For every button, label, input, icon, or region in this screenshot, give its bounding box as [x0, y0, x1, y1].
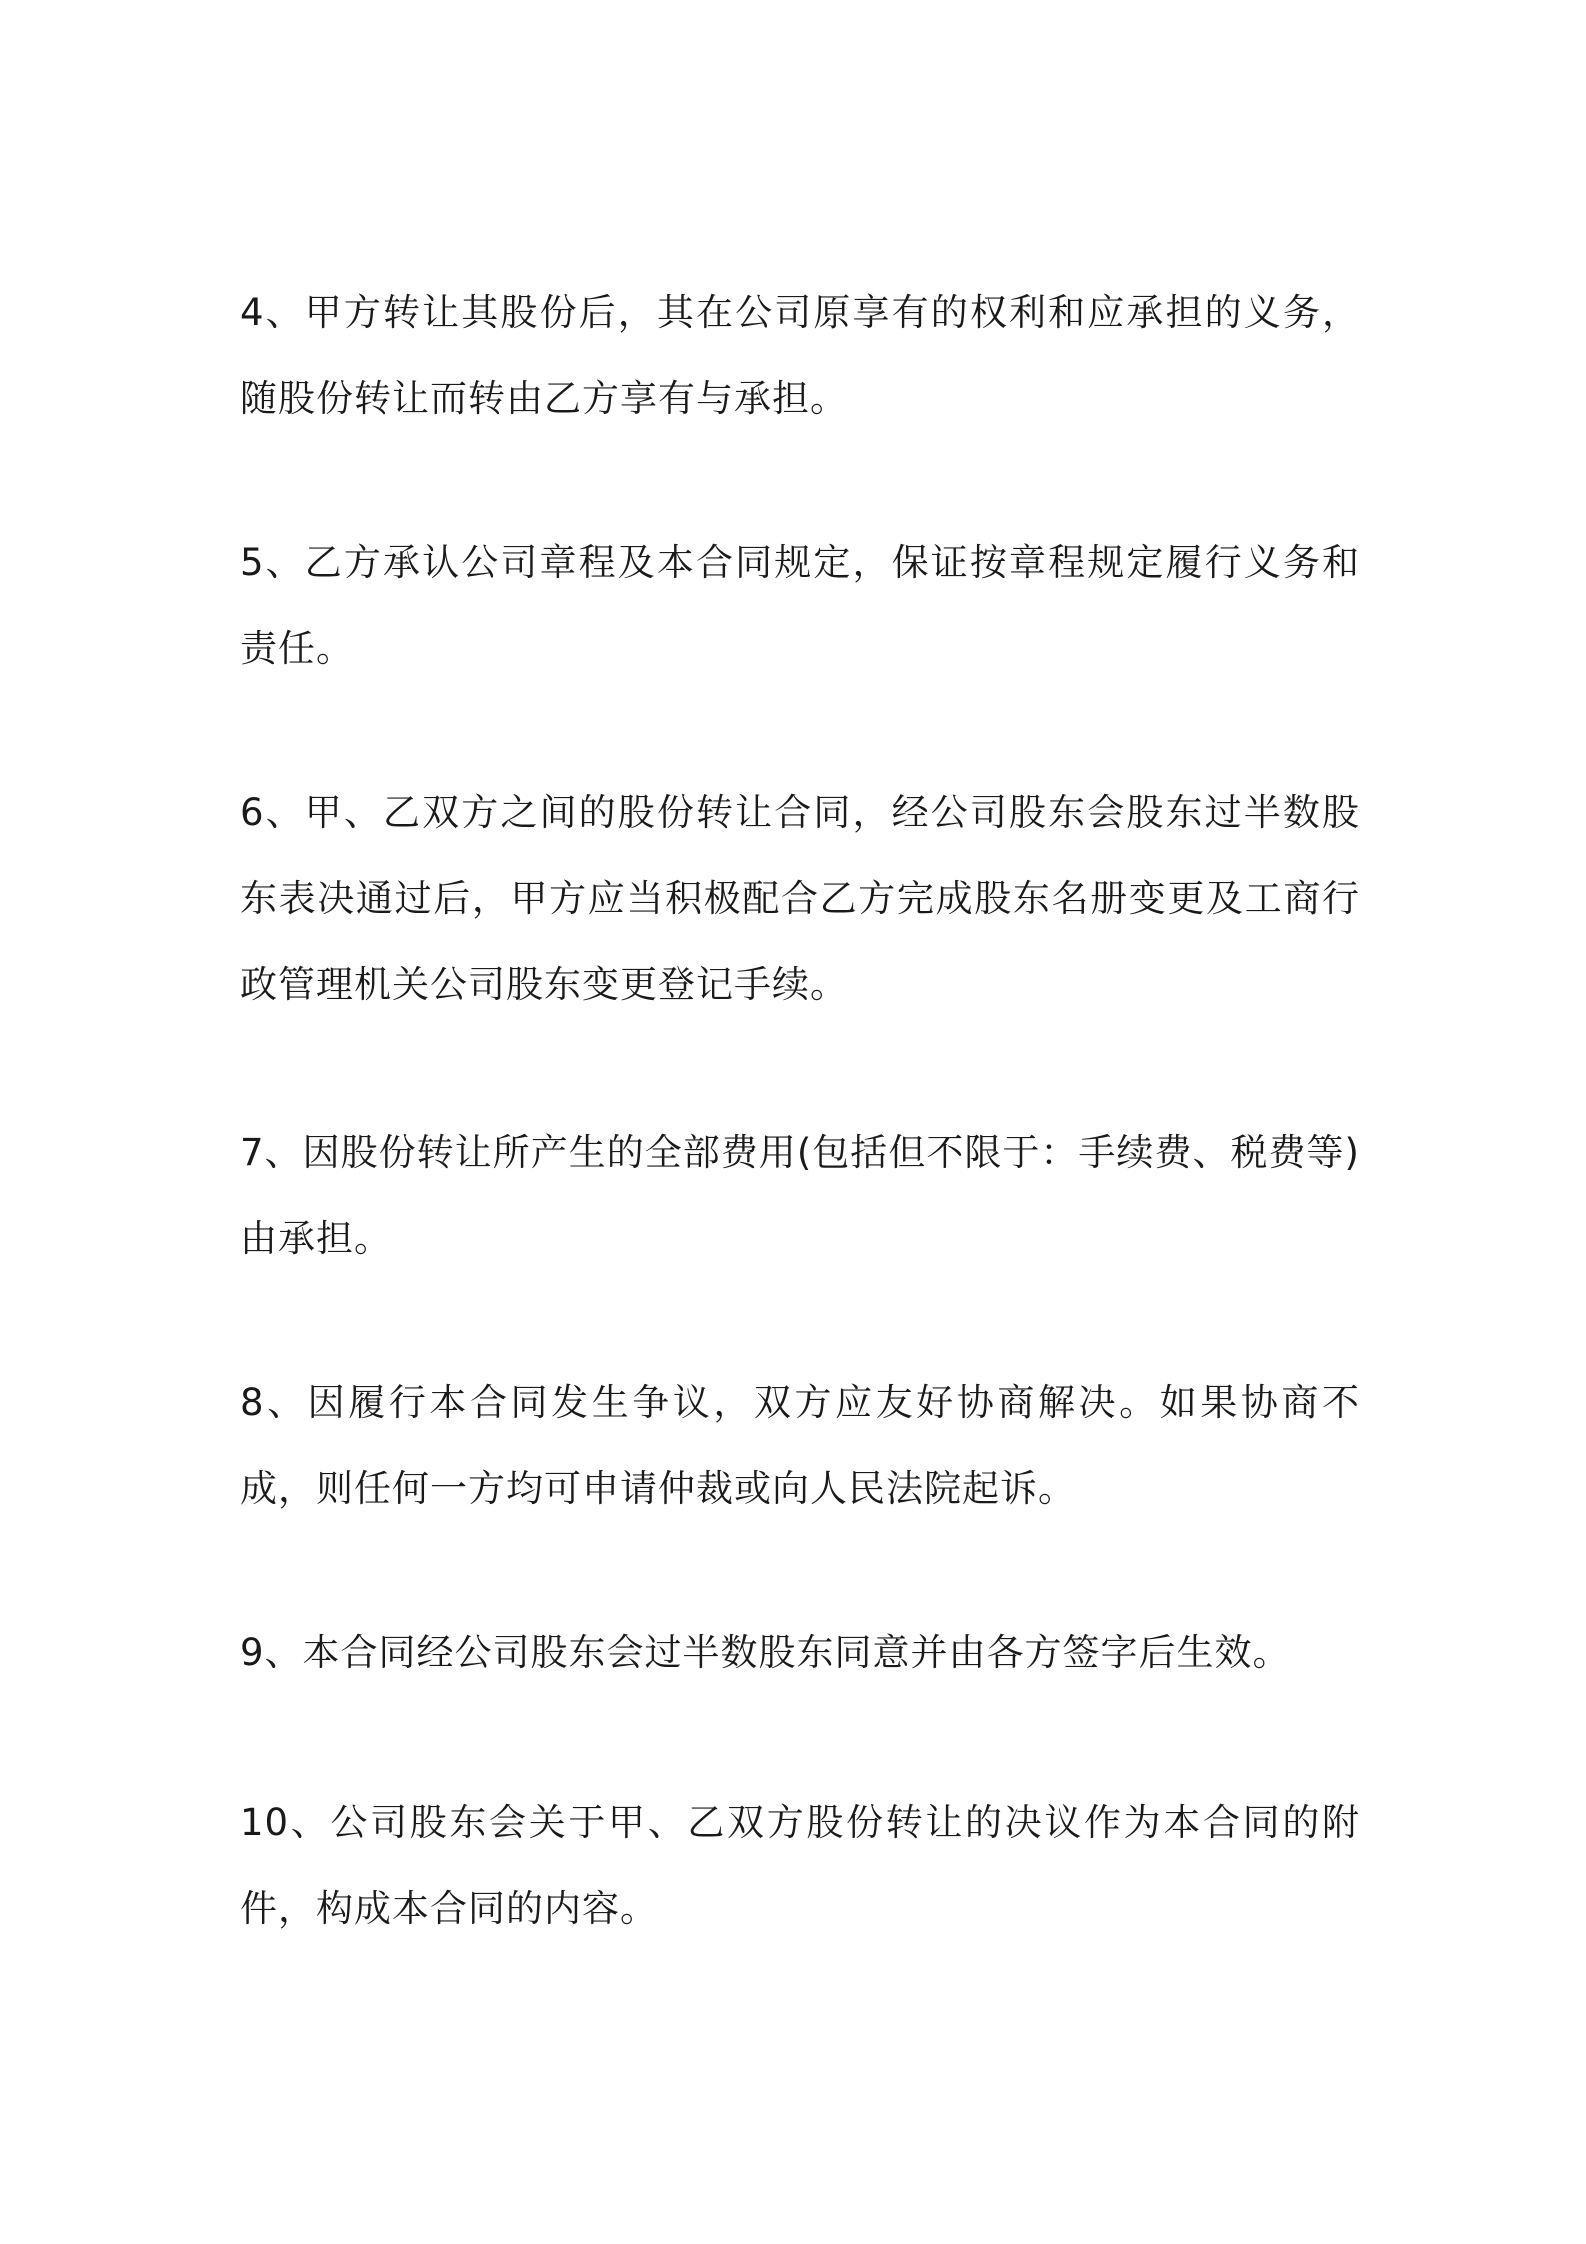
- clause-5: 5、乙方承认公司章程及本合同规定，保证按章程规定履行义务和责任。: [240, 541, 1360, 670]
- clause-9: 9、本合同经公司股东会过半数股东同意并由各方签字后生效。: [240, 1631, 1291, 1674]
- clause-6: 6、甲、乙双方之间的股份转让合同，经公司股东会股东过半数股东表决通过后，甲方应当积极配合乙方完成股东名册变更及工商行政管理机关公司股东变更登记手续。: [240, 791, 1360, 1006]
- clause-7: 7、因股份转让所产生的全部费用(包括但不限于：手续费、税费等)由承担。: [240, 1131, 1360, 1260]
- clause-4: 4、甲方转让其股份后，其在公司原享有的权利和应承担的义务，随股份转让而转由乙方享有与承担。: [240, 291, 1360, 420]
- clause-10: 10、公司股东会关于甲、乙双方股份转让的决议作为本合同的附件，构成本合同的内容。: [240, 1801, 1360, 1930]
- clause-8: 8、因履行本合同发生争议，双方应友好协商解决。如果协商不成，则任何一方均可申请仲裁或向人民法院起诉。: [240, 1381, 1360, 1510]
